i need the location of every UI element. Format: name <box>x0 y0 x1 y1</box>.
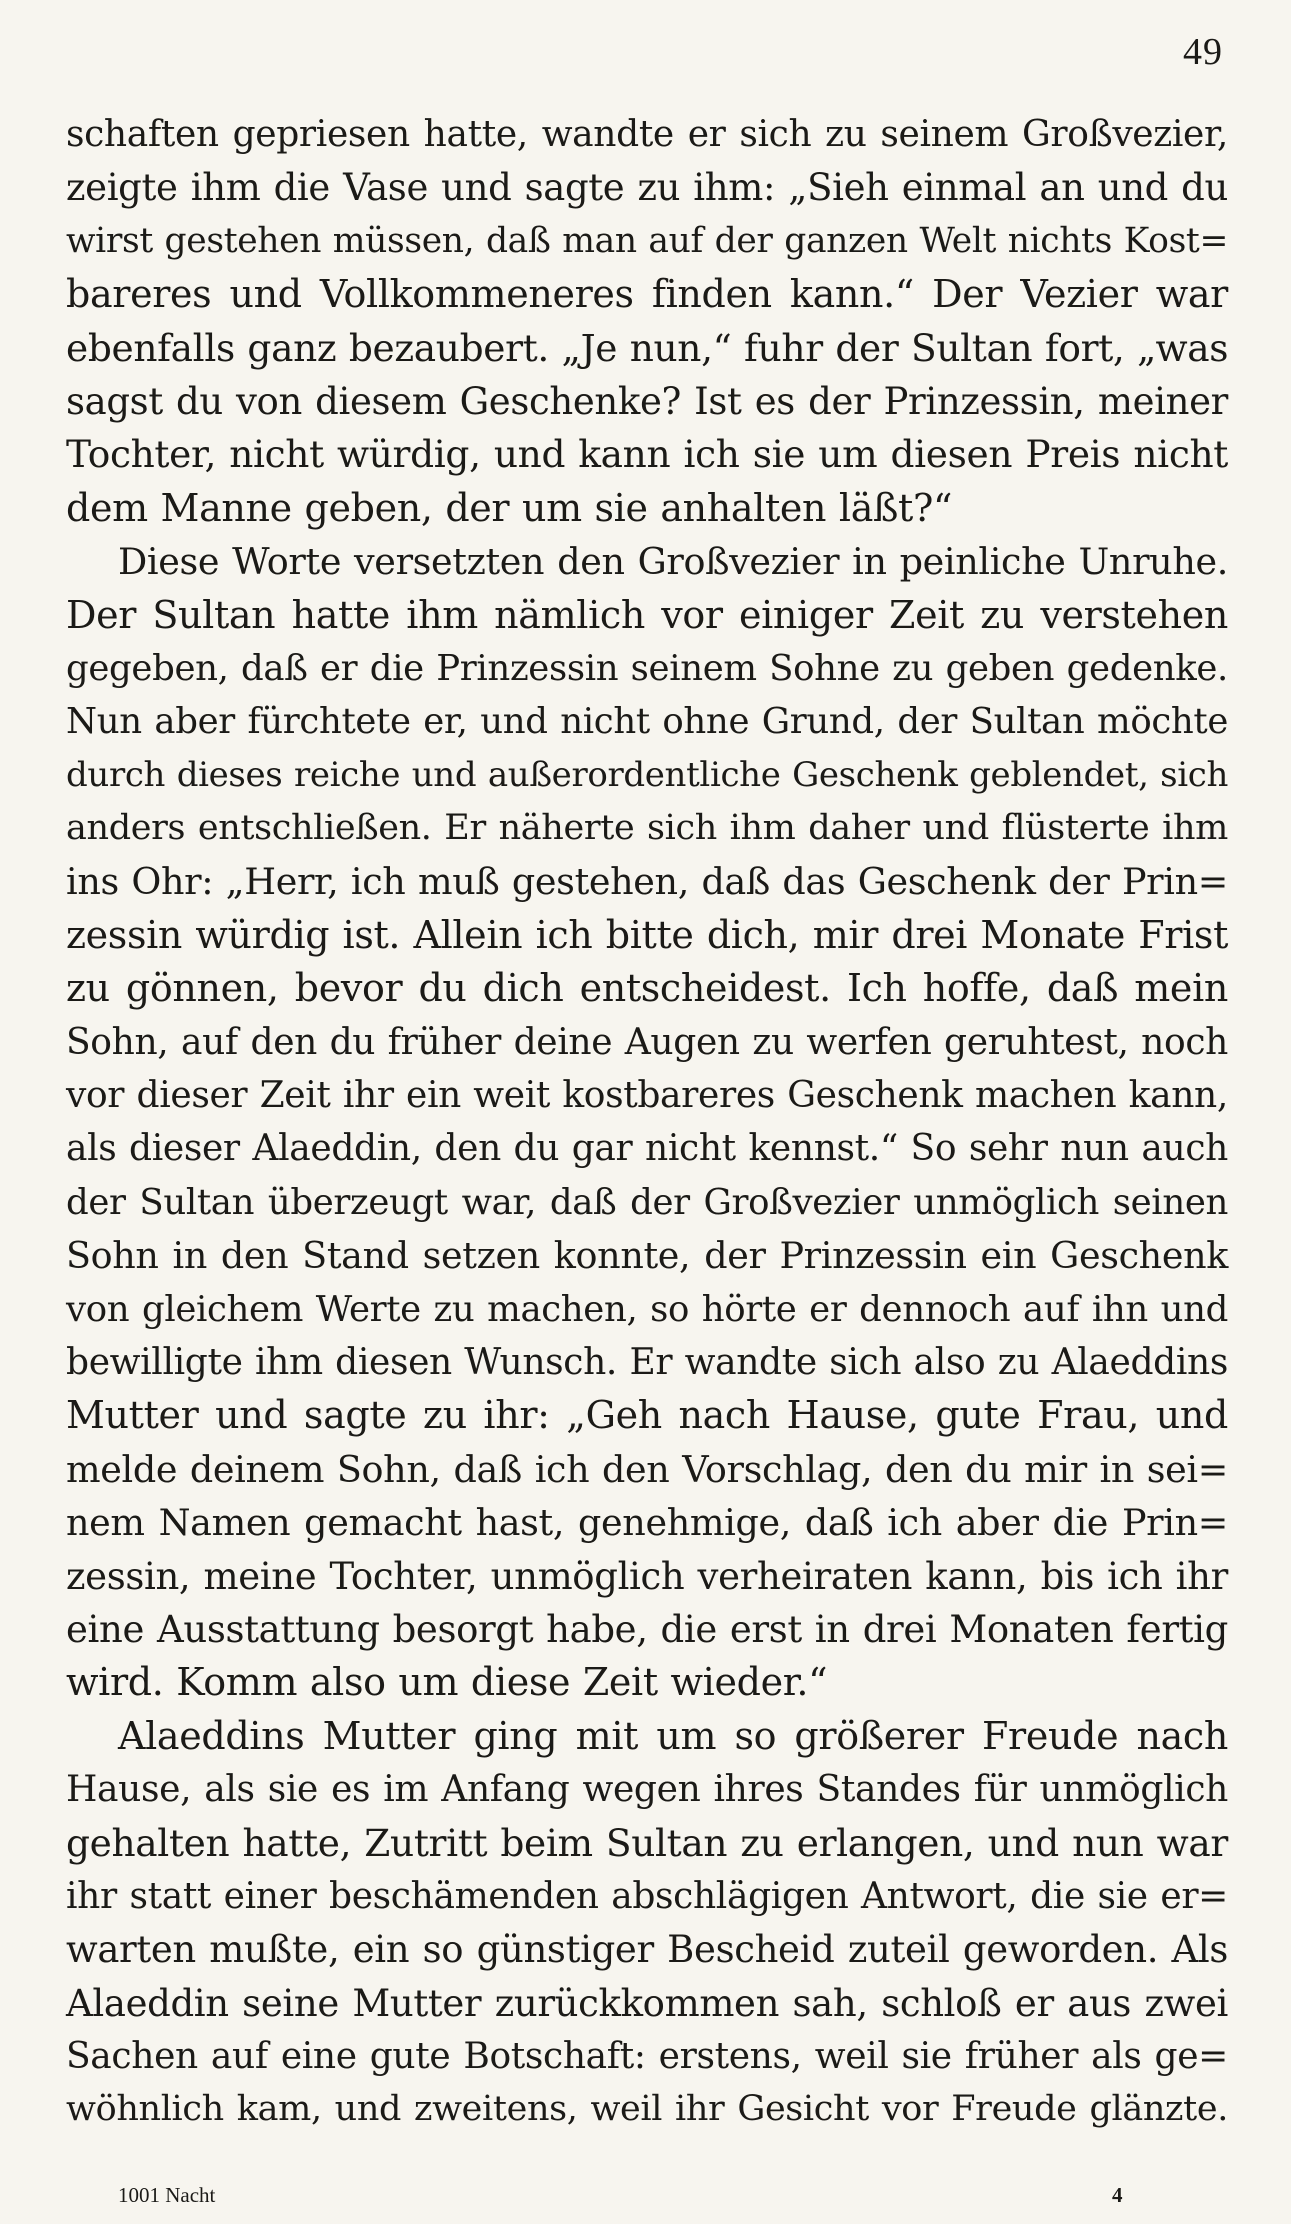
text-line: von gleichem Werte zu machen, so hörte er dennoch auf ihn und <box>66 1288 1228 1330</box>
text-line: melde deinem Sohn, daß ich den Vorschlag, den du mir in sei= <box>66 1447 1228 1491</box>
text-line: Der Sultan hatte ihm nämlich vor einiger Zeit zu verstehen <box>66 592 1228 637</box>
text-line: anders entschließen. Er näherte sich ihm daher und flüsterte ihm <box>66 808 1228 849</box>
signature-mark: 4 <box>1112 2183 1123 2207</box>
text-line: Alaeddins Mutter ging mit um so größerer Freude nach <box>118 1713 1228 1758</box>
body-text <box>66 108 1228 2137</box>
text-line: Nun aber fürchtete er, und nicht ohne Grund, der Sultan möchte <box>66 701 1228 743</box>
text-line: zeigte ihm die Vase und sagte zu ihm: „Sieh einmal an und du <box>66 166 1228 210</box>
printer-signature: 1001 Nacht <box>118 2183 216 2207</box>
text-line: bareres und Vollkommeneres finden kann.“ Der Vezier war <box>66 272 1228 317</box>
text-line: Sohn, auf den du früher deine Augen zu werfen geruhtest, noch <box>66 1021 1228 1063</box>
page-number: 49 <box>1183 31 1223 73</box>
text-line: Sohn in den Stand setzen konnte, der Prinzessin ein Geschenk <box>66 1234 1228 1278</box>
text-line: als dieser Alaeddin, den du gar nicht kennst.“ So sehr nun auch <box>66 1128 1228 1170</box>
page-footer <box>0 2183 1291 2213</box>
text-line: zessin, meine Tochter, unmöglich verheiraten kann, bis ich ihr <box>66 1554 1228 1598</box>
text-line: bewilligte ihm diesen Wunsch. Er wandte sich also zu Alaeddins <box>66 1341 1228 1383</box>
text-line: warten mußte, ein so günstiger Bescheid zuteil geworden. Als <box>66 1928 1228 1972</box>
text-line: schaften gepriesen hatte, wandte er sich zu seinem Großvezier, <box>66 114 1228 155</box>
text-line: ihr statt einer beschämenden abschlägigen Antwort, die sie er= <box>66 1875 1228 1917</box>
text-line: durch dieses reiche und außerordentliche Geschenk geblendet, sich <box>66 754 1228 795</box>
text-line: Diese Worte versetzten den Großvezier in peinliche Unruhe. <box>118 540 1228 584</box>
text-line: wirst gestehen müssen, daß man auf der ganzen Welt nichts Kost= <box>66 220 1228 261</box>
text-line: Mutter und sagte zu ihr: „Geh nach Hause, gute Frau, und <box>66 1393 1228 1438</box>
text-line: wird. Komm also um diese Zeit wieder.“ <box>66 1660 828 1705</box>
text-line: gegeben, daß er die Prinzessin seinem Sohne zu geben gedenke. <box>66 647 1228 689</box>
text-line: ebenfalls ganz bezaubert. „Je nun,“ fuhr der Sultan fort, „was <box>66 325 1229 370</box>
text-line: gehalten hatte, Zutritt beim Sultan zu erlangen, und nun war <box>66 1820 1228 1865</box>
text-line: dem Manne geben, der um sie anhalten läßt?“ <box>66 485 953 530</box>
text-line: Hause, als sie es im Anfang wegen ihres Standes für unmöglich <box>66 1769 1228 1811</box>
text-line: Alaeddin seine Mutter zurückkommen sah, schloß er aus zwei <box>66 1981 1228 2025</box>
text-line: sagst du von diesem Geschenke? Ist es der Prinzessin, meiner <box>66 379 1228 423</box>
text-line: wöhnlich kam, und zweitens, weil ihr Gesicht vor Freude glänzte. <box>66 2089 1228 2130</box>
text-line: Sachen auf eine gute Botschaft: erstens, weil sie früher als ge= <box>66 2036 1228 2078</box>
text-line: ins Ohr: „Herr, ich muß gestehen, daß das Geschenk der Prin= <box>66 860 1228 904</box>
text-line: eine Ausstattung besorgt habe, die erst in drei Monaten fertig <box>66 1607 1228 1651</box>
text-line: vor dieser Zeit ihr ein weit kostbareres Geschenk machen kann, <box>66 1075 1228 1117</box>
text-line: zessin würdig ist. Allein ich bitte dich, mir drei Monate Frist <box>66 912 1228 957</box>
text-line: Tochter, nicht würdig, und kann ich sie um diesen Preis nicht <box>66 432 1228 477</box>
text-line: zu gönnen, bevor du dich entscheidest. Ich hoffe, daß mein <box>66 966 1228 1011</box>
text-line: der Sultan überzeugt war, daß der Großvezier unmöglich seinen <box>66 1181 1228 1223</box>
text-line: nem Namen gemacht hast, genehmige, daß ich aber die Prin= <box>66 1501 1228 1545</box>
